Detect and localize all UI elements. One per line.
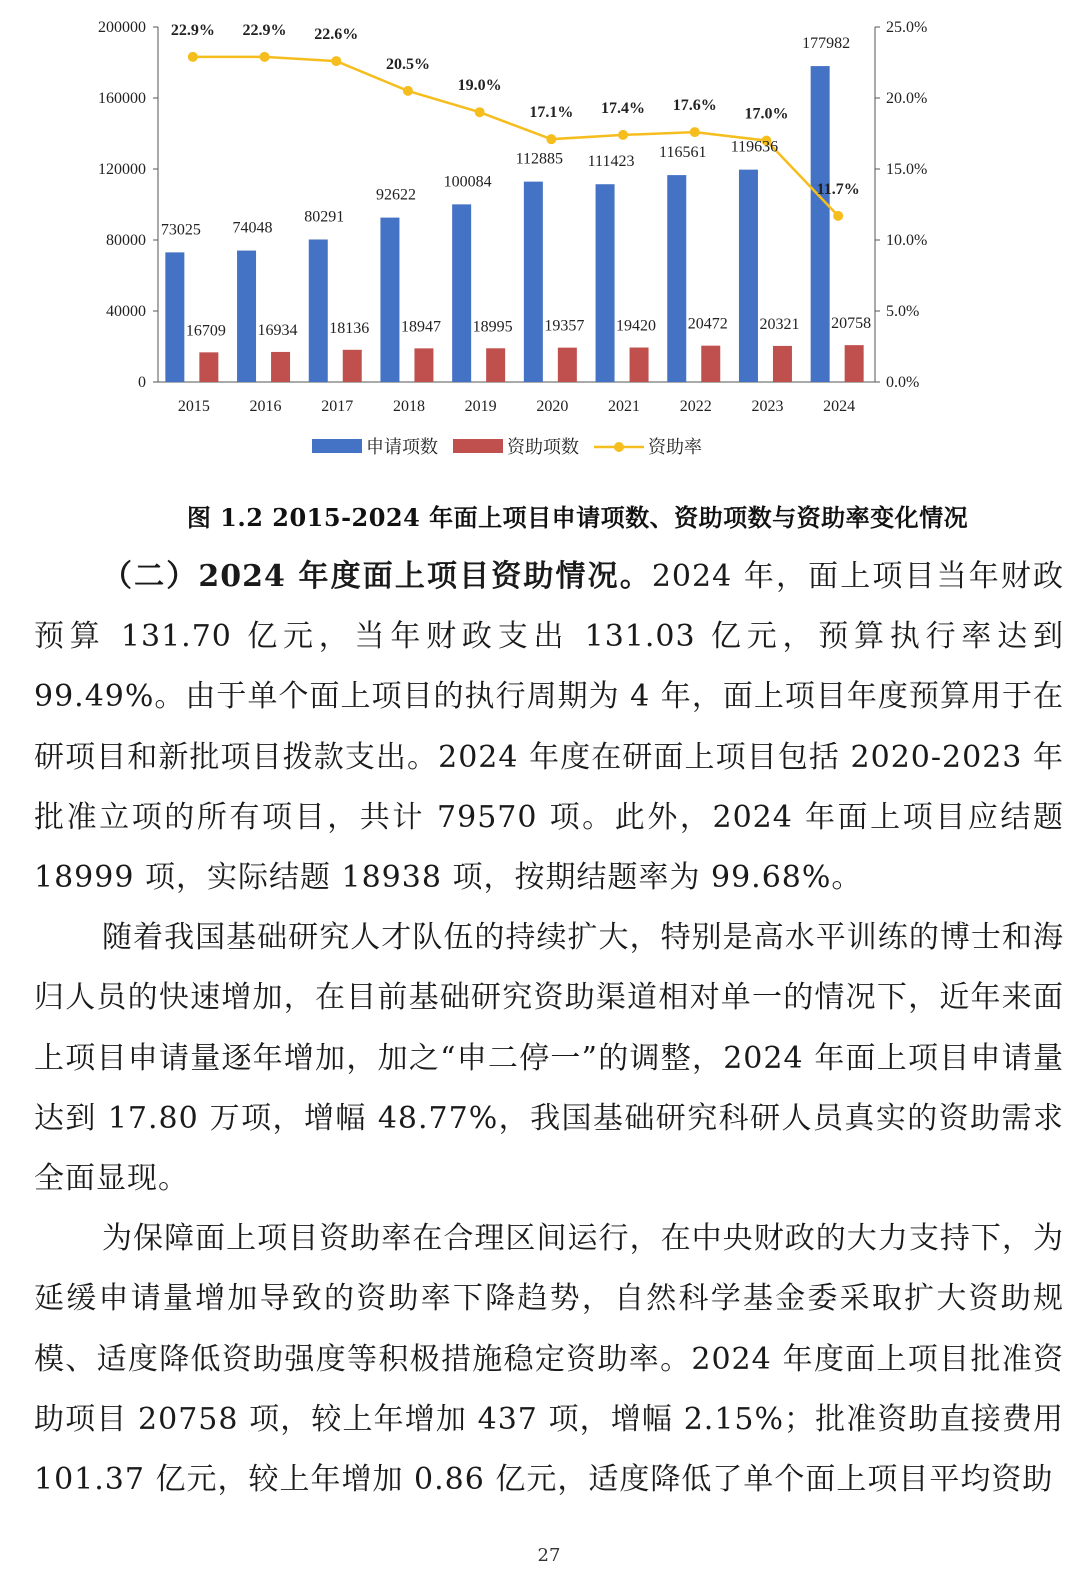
bar-application	[380, 218, 399, 382]
legend-label-application: 申请项数	[366, 437, 438, 458]
bar-application	[309, 239, 328, 382]
x-tick-label: 2016	[249, 398, 282, 415]
bar-funded	[271, 352, 290, 382]
rate-point	[331, 56, 341, 66]
bar-funded-label: 19420	[616, 317, 657, 335]
bar-funded-label: 18995	[472, 318, 513, 336]
rate-label: 11.7%	[816, 180, 860, 198]
bar-funded-label: 19357	[544, 317, 585, 335]
bar-application-label: 80291	[304, 208, 345, 226]
bar-funded	[845, 345, 864, 382]
bar-application-label: 112885	[515, 150, 564, 168]
rate-label: 22.9%	[170, 21, 215, 39]
left-tick-label: 40000	[106, 303, 146, 320]
bar-application-label: 74048	[232, 219, 273, 237]
left-tick-label: 200000	[98, 19, 146, 36]
bar-funded	[773, 346, 792, 382]
bar-funded-label: 18136	[329, 319, 370, 337]
bar-funded	[199, 352, 218, 382]
legend-label-funded: 资助项数	[507, 437, 579, 458]
right-tick-label: 5.0%	[886, 303, 920, 320]
right-tick-label: 0.0%	[886, 374, 920, 391]
left-tick-label: 160000	[98, 90, 146, 107]
rate-label: 22.6%	[314, 26, 359, 44]
bar-application	[667, 175, 686, 382]
paragraph-3: 为保障面上项目资助率在合理区间运行，在中央财政的大力支持下，为延缓申请量增加导致的资助率下降趋势，自然科学基金委采取扩大资助规模、适度降低资助强度等积极措施稳定资助率。2024 年度面上项目批准资助项目 20758 项，较上年增加 437 项，增幅 2.15%；批准资助直接费用 101.37 亿元，较上年增加 0.86 亿元，适度降低了单个面上项目平均资助	[34, 1221, 1064, 1498]
bar-funded-label: 20321	[759, 315, 800, 333]
bar-application-label: 116561	[659, 144, 707, 162]
rate-label: 22.9%	[242, 21, 287, 39]
bar-application	[165, 252, 184, 382]
legend-swatch-funded	[453, 439, 503, 453]
paragraph-1-text: 2024 年，面上项目当年财政预算 131.70 亿元，当年财政支出 131.03 亿元，预算执行率达到 99.49%。由于单个面上项目的执行周期为 4 年，面上项目年度预算用于在研项目和新批项目拨款支出。2024 年度在研面上项目包括 2020-2023 年批准立项的所有项目，共计 79570 项。此外，2024 年面上项目应结题 18999 项，实际结题 18938 项，按期结题率为 99.68%。	[34, 559, 1064, 896]
body-text	[34, 547, 1064, 1510]
x-tick-label: 2019	[464, 398, 497, 415]
bar-funded-label: 20472	[687, 315, 728, 333]
paragraph-2: 随着我国基础研究人才队伍的持续扩大，特别是高水平训练的博士和海归人员的快速增加，在目前基础研究资助渠道相对单一的情况下，近年来面上项目申请量逐年增加，加之“申二停一”的调整，2024 年面上项目申请量达到 17.80 万项，增幅 48.77%，我国基础研究科研人员真实的资助需求全面显现。	[34, 920, 1064, 1197]
bar-funded-label: 18947	[400, 318, 441, 336]
bar-application	[524, 182, 543, 382]
rate-point	[833, 211, 843, 221]
rate-point	[546, 134, 556, 144]
bar-application-label: 73025	[160, 221, 201, 239]
right-tick-label: 20.0%	[886, 90, 928, 107]
chart-legend	[312, 437, 702, 458]
bar-application-label: 111423	[587, 153, 635, 171]
x-tick-label: 2018	[392, 398, 425, 415]
left-tick-label: 80000	[106, 232, 146, 249]
x-tick-label: 2024	[823, 398, 856, 415]
rate-point	[403, 86, 413, 96]
x-tick-label: 2021	[608, 398, 641, 415]
page-number: 27	[537, 1545, 561, 1566]
bar-application	[739, 170, 758, 382]
bar-funded	[630, 348, 649, 382]
left-tick-label: 0	[138, 374, 146, 391]
left-tick-label: 120000	[98, 161, 146, 178]
rate-point	[260, 52, 270, 62]
bar-application-label: 92622	[375, 186, 416, 204]
right-tick-label: 25.0%	[886, 19, 928, 36]
rate-point	[690, 127, 700, 137]
x-tick-label: 2015	[177, 398, 210, 415]
rate-label: 19.0%	[457, 77, 502, 95]
figure-caption: 图 1.2 2015-2024 年面上项目申请项数、资助项数与资助率变化情况	[186, 503, 969, 532]
bar-application-label: 177982	[802, 35, 851, 53]
chart-axes	[98, 19, 927, 415]
legend-marker-rate	[614, 442, 624, 452]
bar-funded	[414, 348, 433, 382]
chart	[0, 0, 1080, 470]
rate-label: 20.5%	[385, 55, 430, 73]
bar-funded-label: 16934	[257, 321, 298, 339]
bar-application-label: 100084	[443, 173, 492, 191]
chart-data-labels	[161, 22, 871, 340]
bar-application	[237, 251, 256, 382]
bar-funded	[486, 348, 505, 382]
legend-swatch-application	[312, 439, 362, 453]
rate-point	[188, 52, 198, 62]
rate-label: 17.1%	[529, 104, 574, 122]
bar-application	[452, 204, 471, 382]
bar-funded	[558, 348, 577, 382]
bar-funded	[343, 350, 362, 382]
paragraph-1	[34, 547, 1064, 908]
bar-funded-label: 16709	[185, 322, 226, 340]
right-tick-label: 15.0%	[886, 161, 928, 178]
rate-label: 17.0%	[744, 105, 789, 123]
rate-label: 17.6%	[672, 97, 717, 115]
x-tick-label: 2023	[751, 398, 784, 415]
rate-point	[618, 130, 628, 140]
right-tick-label: 10.0%	[886, 232, 928, 249]
bar-application-label: 119636	[730, 138, 779, 156]
rate-point	[475, 107, 485, 117]
bar-funded	[701, 346, 720, 382]
rate-label: 17.4%	[601, 99, 646, 117]
bar-application	[811, 66, 830, 382]
x-tick-label: 2022	[679, 398, 712, 415]
x-tick-label: 2017	[321, 398, 354, 415]
x-tick-label: 2020	[536, 398, 569, 415]
section-heading: （二）2024 年度面上项目资助情况。	[102, 559, 652, 594]
legend-label-rate: 资助率	[648, 437, 702, 458]
bar-application	[596, 184, 615, 382]
bar-funded-label: 20758	[831, 315, 872, 333]
